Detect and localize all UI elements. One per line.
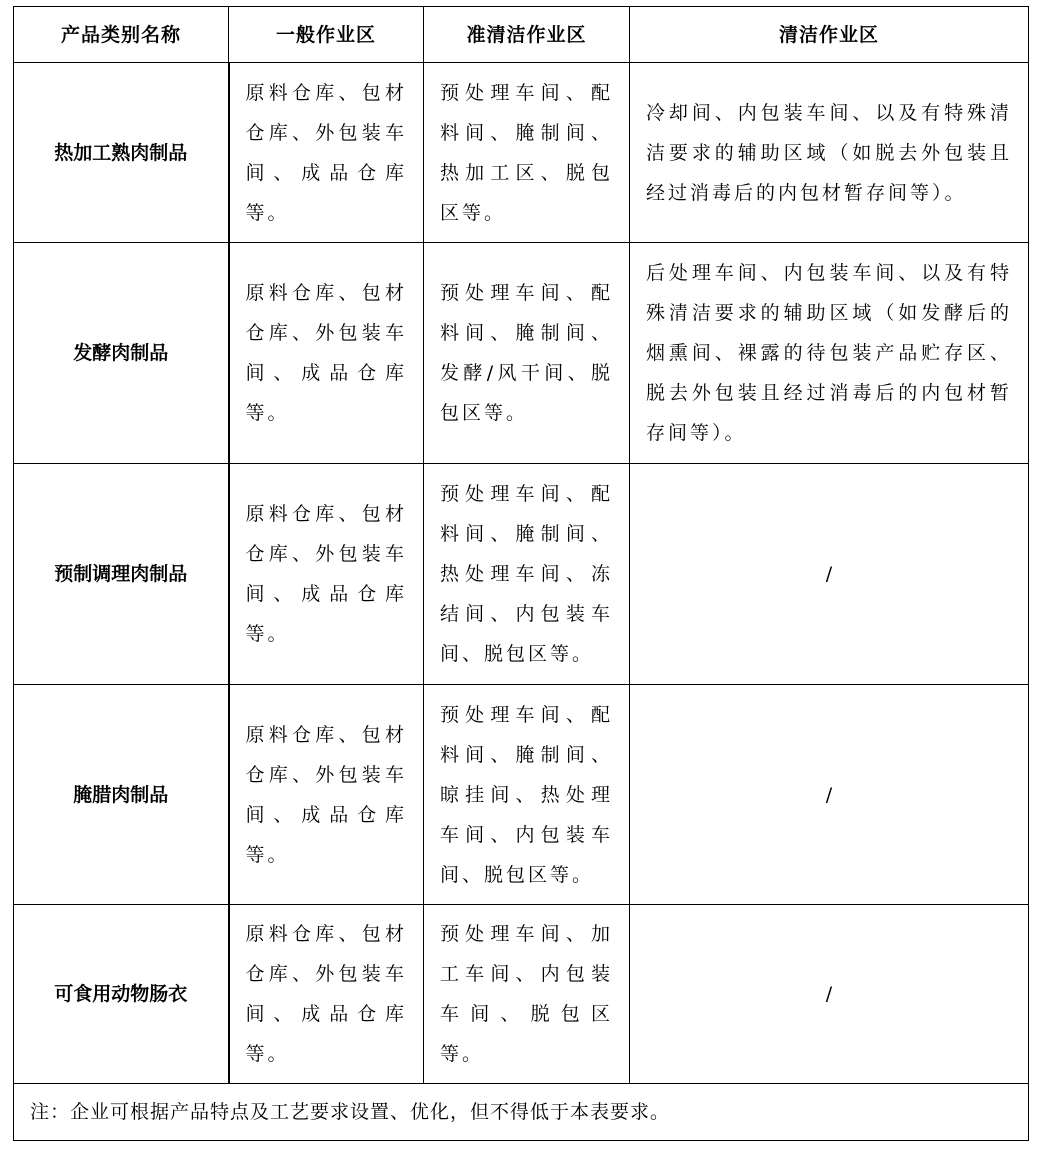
clean-area-cell: 冷却间、内包装车间、以及有特殊清洁要求的辅助区域（如脱去外包装且经过消毒后的内包材暂存间等）。 <box>630 63 1029 243</box>
quasi-clean-area-cell: 预处理车间、配料间、腌制间、晾挂间、热处理车间、内包装车间、脱包区等。 <box>424 685 630 905</box>
table-row <box>14 243 1029 464</box>
product-name: 热加工熟肉制品 <box>14 63 229 243</box>
header-clean-area: 清洁作业区 <box>630 7 1029 63</box>
product-name: 可食用动物肠衣 <box>14 905 229 1084</box>
quasi-clean-area-cell: 预处理车间、配料间、腌制间、热处理车间、冻结间、内包装车间、脱包区等。 <box>424 464 630 685</box>
product-name: 预制调理肉制品 <box>14 464 229 685</box>
work-area-table <box>13 6 1029 1141</box>
clean-area-cell: / <box>630 905 1029 1084</box>
table-row <box>14 464 1029 685</box>
table-row <box>14 63 1029 243</box>
table-row <box>14 685 1029 905</box>
clean-area-cell: / <box>630 464 1029 685</box>
clean-area-cell: / <box>630 685 1029 905</box>
general-area-cell: 原料仓库、包材仓库、外包装车间、成品仓库等。 <box>229 243 424 464</box>
quasi-clean-area-cell: 预处理车间、加工车间、内包装车间、脱包区等。 <box>424 905 630 1084</box>
table-header-row <box>14 7 1029 63</box>
general-area-cell: 原料仓库、包材仓库、外包装车间、成品仓库等。 <box>229 63 424 243</box>
quasi-clean-area-cell: 预处理车间、配料间、腌制间、热加工区、脱包区等。 <box>424 63 630 243</box>
product-name: 发酵肉制品 <box>14 243 229 464</box>
clean-area-cell: 后处理车间、内包装车间、以及有特殊清洁要求的辅助区域（如发酵后的烟熏间、裸露的待包装产品贮存区、脱去外包装且经过消毒后的内包材暂存间等）。 <box>630 243 1029 464</box>
header-quasi-clean-area: 准清洁作业区 <box>424 7 630 63</box>
header-product-category: 产品类别名称 <box>14 7 229 63</box>
table-note: 注：企业可根据产品特点及工艺要求设置、优化，但不得低于本表要求。 <box>14 1084 1029 1141</box>
note-row <box>14 1084 1029 1141</box>
general-area-cell: 原料仓库、包材仓库、外包装车间、成品仓库等。 <box>229 464 424 685</box>
general-area-cell: 原料仓库、包材仓库、外包装车间、成品仓库等。 <box>229 905 424 1084</box>
table-row <box>14 905 1029 1084</box>
quasi-clean-area-cell: 预处理车间、配料间、腌制间、发酵/风干间、脱包区等。 <box>424 243 630 464</box>
general-area-cell: 原料仓库、包材仓库、外包装车间、成品仓库等。 <box>229 685 424 905</box>
product-name: 腌腊肉制品 <box>14 685 229 905</box>
header-general-area: 一般作业区 <box>229 7 424 63</box>
